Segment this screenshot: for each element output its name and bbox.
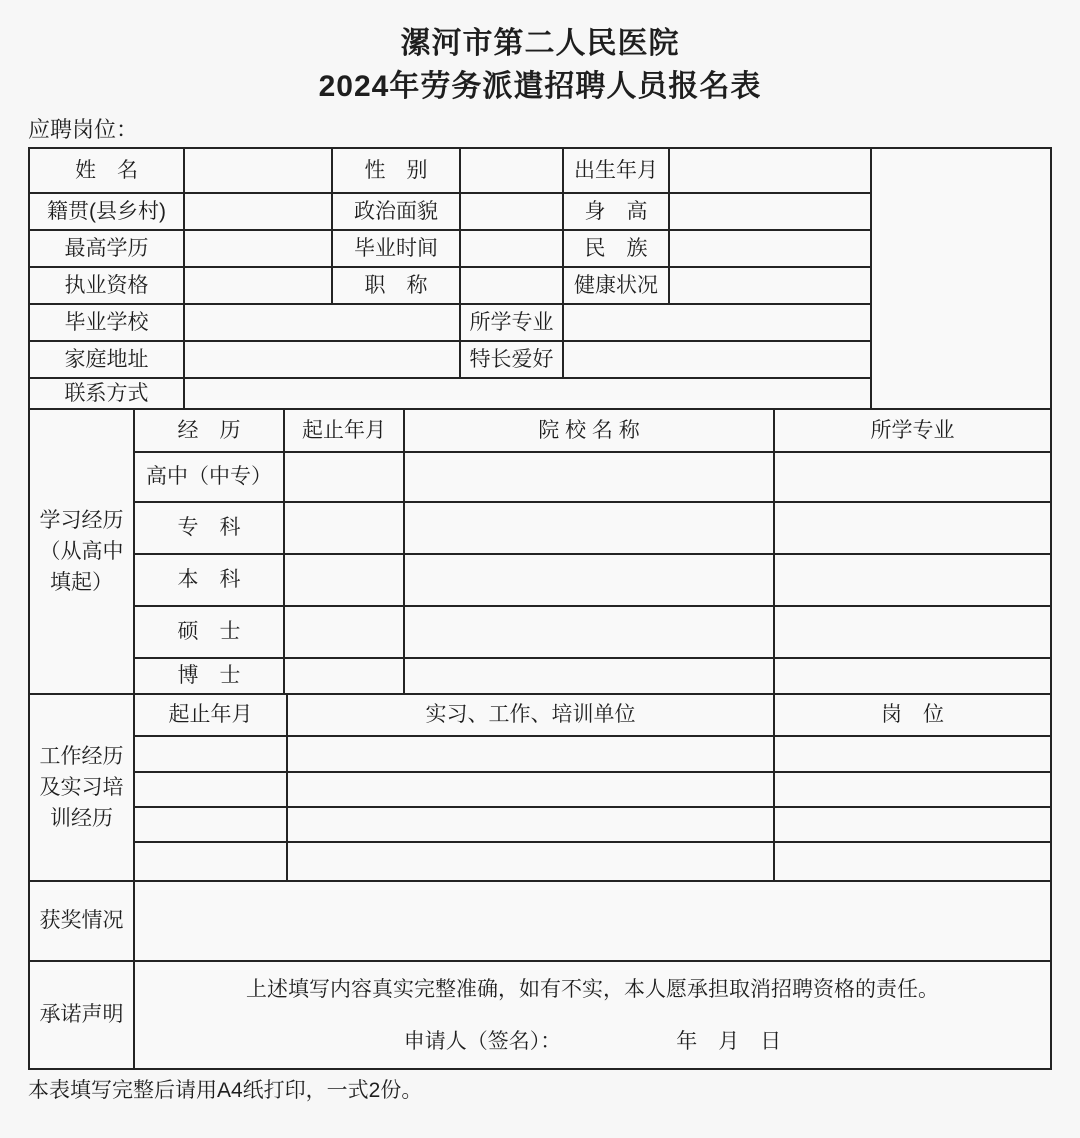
work-row2-period-field[interactable]: [135, 773, 288, 808]
bachelor-row-label: 本 科: [135, 555, 285, 607]
position-line: [28, 117, 1080, 142]
work-row1-unit-field[interactable]: [288, 737, 775, 773]
graduate-school-label: 毕业学校: [30, 305, 185, 342]
work-row1-post-field[interactable]: [775, 737, 1050, 773]
ethnicity-label: 民 族: [564, 231, 670, 268]
work-section-label: 工作经历及实习培训经历: [30, 695, 135, 882]
photo-area[interactable]: [872, 149, 1050, 410]
hobbies-field[interactable]: [564, 342, 872, 379]
personal-info-section: [30, 149, 1050, 410]
name-label: 姓 名: [30, 149, 185, 194]
political-status-field[interactable]: [461, 194, 564, 231]
master-major-field[interactable]: [775, 607, 1050, 659]
height-field[interactable]: [670, 194, 872, 231]
work-row1-period-field[interactable]: [135, 737, 288, 773]
work-row2-post-field[interactable]: [775, 773, 1050, 808]
print-note: 本表填写完整后请用A4纸打印，一式2份。: [28, 1079, 423, 1102]
associate-school-field[interactable]: [405, 503, 775, 555]
bachelor-period-field[interactable]: [285, 555, 405, 607]
major-label: 所学专业: [461, 305, 564, 342]
birth-date-label: 出生年月: [564, 149, 670, 194]
work-row3-period-field[interactable]: [135, 808, 288, 843]
name-field[interactable]: [185, 149, 333, 194]
graduate-school-field[interactable]: [185, 305, 461, 342]
master-row-label: 硕 士: [135, 607, 285, 659]
doctor-period-field[interactable]: [285, 659, 405, 695]
education-section: [30, 410, 1050, 695]
birth-date-field[interactable]: [670, 149, 872, 194]
work-row2-unit-field[interactable]: [288, 773, 775, 808]
declaration-label: 承诺声明: [30, 962, 135, 1068]
highest-education-field[interactable]: [185, 231, 333, 268]
political-status-label: 政治面貌: [333, 194, 461, 231]
hospital-name: 漯河市第二人民医院: [400, 27, 680, 60]
work-row3-unit-field[interactable]: [288, 808, 775, 843]
edu-period-header: 起止年月: [285, 410, 405, 453]
date-label[interactable]: 年 月 日: [676, 1030, 782, 1053]
bachelor-major-field[interactable]: [775, 555, 1050, 607]
home-address-label: 家庭地址: [30, 342, 185, 379]
school-name-header: 院 校 名 称: [405, 410, 775, 453]
highschool-school-field[interactable]: [405, 453, 775, 503]
qualification-field[interactable]: [185, 268, 333, 305]
position-label: 应聘岗位：: [28, 117, 139, 142]
bachelor-school-field[interactable]: [405, 555, 775, 607]
awards-label: 获奖情况: [30, 882, 135, 962]
gender-label: 性 别: [333, 149, 461, 194]
education-section-label: 学习经历（从高中填起）: [30, 410, 135, 695]
highschool-period-field[interactable]: [285, 453, 405, 503]
highest-education-label: 最高学历: [30, 231, 185, 268]
highschool-row-label: 高中（中专）: [135, 453, 285, 503]
associate-period-field[interactable]: [285, 503, 405, 555]
signature-label[interactable]: 申请人（签名）：: [403, 1030, 562, 1053]
master-period-field[interactable]: [285, 607, 405, 659]
awards-field[interactable]: [135, 882, 1050, 962]
work-row4-period-field[interactable]: [135, 843, 288, 882]
work-period-header: 起止年月: [135, 695, 288, 737]
doctor-school-field[interactable]: [405, 659, 775, 695]
awards-section: [30, 882, 1050, 962]
doctor-row-label: 博 士: [135, 659, 285, 695]
declaration-content: [135, 962, 1050, 1068]
work-post-header: 岗 位: [775, 695, 1050, 737]
master-school-field[interactable]: [405, 607, 775, 659]
native-place-label: 籍贯(县乡村): [30, 194, 185, 231]
work-row4-post-field[interactable]: [775, 843, 1050, 882]
major-field[interactable]: [564, 305, 872, 342]
native-place-field[interactable]: [185, 194, 333, 231]
doctor-major-field[interactable]: [775, 659, 1050, 695]
declaration-section: [30, 962, 1050, 1068]
work-row4-unit-field[interactable]: [288, 843, 775, 882]
gender-field[interactable]: [461, 149, 564, 194]
associate-major-field[interactable]: [775, 503, 1050, 555]
form-title: 2024年劳务派遣招聘人员报名表: [318, 70, 762, 103]
work-unit-header: 实习、工作、培训单位: [288, 695, 775, 737]
job-title-field[interactable]: [461, 268, 564, 305]
graduation-date-field[interactable]: [461, 231, 564, 268]
signature-line: [135, 1029, 1050, 1055]
experience-header: 经 历: [135, 410, 285, 453]
highschool-major-field[interactable]: [775, 453, 1050, 503]
health-status-field[interactable]: [670, 268, 872, 305]
contact-label: 联系方式: [30, 379, 185, 410]
graduation-date-label: 毕业时间: [333, 231, 461, 268]
contact-field[interactable]: [185, 379, 872, 410]
work-section: [30, 695, 1050, 882]
hobbies-label: 特长爱好: [461, 342, 564, 379]
height-label: 身 高: [564, 194, 670, 231]
associate-row-label: 专 科: [135, 503, 285, 555]
ethnicity-field[interactable]: [670, 231, 872, 268]
home-address-field[interactable]: [185, 342, 461, 379]
job-title-label: 职 称: [333, 268, 461, 305]
declaration-statement: 上述填写内容真实完整准确，如有不实，本人愿承担取消招聘资格的责任。: [246, 978, 939, 1001]
application-form-table: [28, 147, 1052, 1070]
work-row3-post-field[interactable]: [775, 808, 1050, 843]
qualification-label: 执业资格: [30, 268, 185, 305]
health-status-label: 健康状况: [564, 268, 670, 305]
edu-major-header: 所学专业: [775, 410, 1050, 453]
